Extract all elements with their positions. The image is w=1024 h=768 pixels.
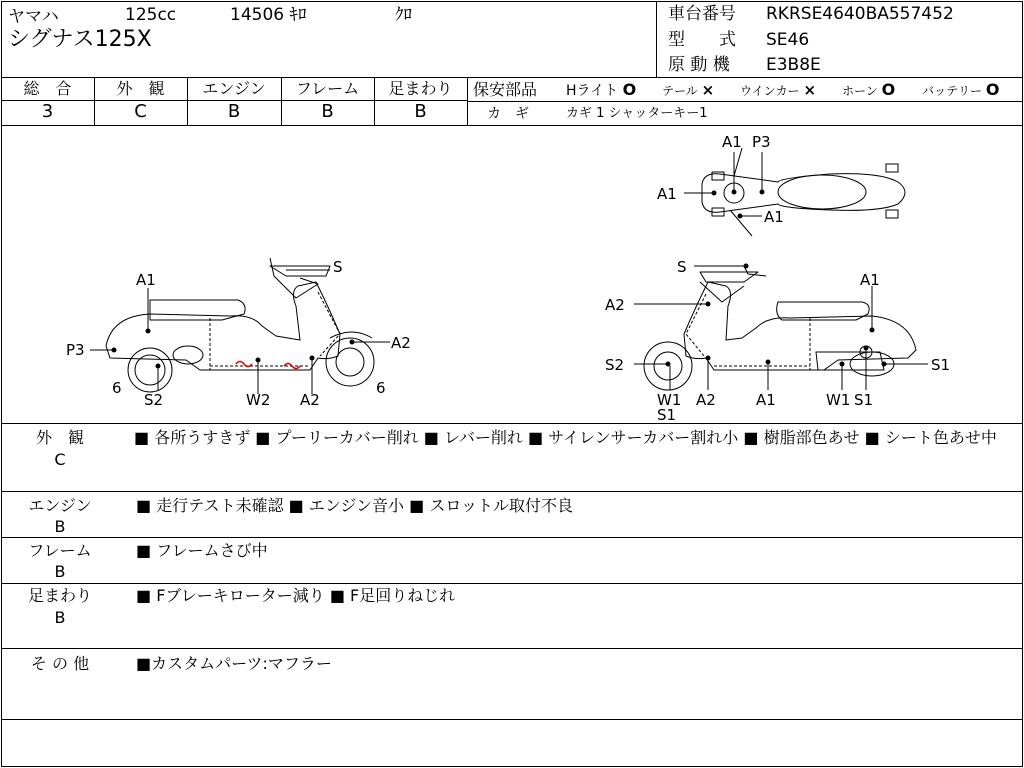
- safety-tail-mark: ×: [701, 81, 715, 99]
- key-value: カギ 1 シャッターキー1: [566, 106, 708, 121]
- section-exterior-grade: C: [54, 450, 66, 469]
- section-exterior-label: 外 観: [35, 428, 84, 447]
- safety-winker-mark: ×: [803, 81, 817, 99]
- diagram-label: 6: [112, 379, 122, 397]
- grade-value-engine: B: [227, 101, 241, 122]
- diagram-label: W1: [826, 391, 851, 409]
- engine-label: 原 動 機: [668, 55, 730, 75]
- diagram-label: A1: [657, 185, 677, 203]
- grade-header-overall: 総 合: [23, 79, 72, 98]
- maker: ヤマハ: [8, 7, 59, 27]
- section-suspension-grade: B: [54, 608, 66, 627]
- section-suspension-label: 足まわり: [27, 586, 92, 605]
- type-label: 型 式: [668, 30, 736, 50]
- displacement: 125cc: [125, 5, 177, 25]
- section-exterior-text: ■ 各所うすきず ■ プーリーカバー削れ ■ レバー削れ ■ サイレンサーカバー割れ小 ■ 樹脂部色あせ ■ シート色あせ中: [134, 428, 997, 447]
- safety-horn: [842, 80, 895, 101]
- diagram-label: S: [677, 258, 687, 276]
- diagram-label: A2: [605, 296, 625, 314]
- model-name: シグナス125X: [8, 27, 152, 52]
- diagram-label: S2: [605, 356, 625, 374]
- diagram-label: W1: [657, 391, 682, 409]
- safety-horn-name: ホーン: [842, 84, 878, 98]
- diagram-label: A2: [300, 391, 320, 409]
- diagram-label: S2: [144, 391, 164, 409]
- safety-tail-name: テール: [662, 84, 698, 98]
- diagram-label: A1: [764, 208, 784, 226]
- safety-label: 保安部品: [473, 80, 538, 99]
- frame-no-label: 車台番号: [668, 4, 736, 24]
- safety-headlight-name: Hライト: [566, 83, 619, 99]
- diagram-label: 6: [376, 379, 386, 397]
- key-label: カ ギ: [487, 106, 529, 122]
- scooter-diagram: [0, 126, 1024, 422]
- grid-line: [1, 648, 1022, 649]
- section-frame-text: ■ フレームさび中: [136, 541, 268, 560]
- section-engine-text: ■ 走行テスト未確認 ■ エンジン音小 ■ スロットル取付不良: [136, 496, 574, 515]
- diagram-label: A1: [722, 133, 742, 151]
- safety-headlight-mark: O: [622, 80, 637, 99]
- grid-line: [1, 77, 1022, 78]
- safety-battery-mark: O: [985, 80, 1000, 99]
- safety-battery-name: バッテリー: [922, 84, 983, 98]
- section-engine-grade: B: [54, 517, 66, 536]
- safety-horn-mark: O: [881, 80, 896, 99]
- section-other-label: そ の 他: [30, 654, 90, 673]
- grade-header-engine: エンジン: [202, 79, 266, 98]
- grid-line: [1, 583, 1022, 584]
- diagram-label: A2: [391, 334, 411, 352]
- scratch-mark: [236, 362, 252, 367]
- safety-headlight: [566, 80, 636, 101]
- diagram-label: S1: [854, 391, 874, 409]
- engine-value: E3B8E: [766, 55, 821, 75]
- diagram-label: A2: [696, 391, 716, 409]
- frame-no: RKRSE4640BA557452: [766, 4, 954, 24]
- header-divider: [656, 1, 657, 77]
- safety-battery: [922, 80, 999, 101]
- grid-line: [1, 537, 1022, 538]
- section-engine-label: エンジン: [28, 496, 92, 515]
- diagram-label: A1: [136, 271, 156, 289]
- grade-header-frame: フレーム: [295, 79, 360, 98]
- grid-line: [1, 719, 1022, 720]
- grade-value-suspension: B: [414, 101, 427, 122]
- diagram-label: S: [333, 258, 343, 276]
- diagram-label: S1: [657, 406, 677, 422]
- grid-line: [467, 101, 1022, 102]
- section-suspension-text: ■ Fブレーキローター減り ■ F足回りねじれ: [136, 586, 456, 605]
- mileage: 14506 ｷﾛ: [230, 5, 307, 25]
- grade-header-suspension: 足まわり: [388, 79, 453, 98]
- section-frame-grade: B: [54, 562, 66, 581]
- diagram-label: P3: [752, 133, 771, 151]
- diagram-label: A1: [860, 271, 880, 289]
- safety-winker: [740, 80, 816, 101]
- grade-header-exterior: 外 観: [116, 79, 165, 98]
- safety-tail: [662, 80, 714, 101]
- safety-winker-name: ウインカー: [740, 84, 800, 98]
- grade-value-overall: 3: [41, 101, 54, 122]
- section-other-text: ■カスタムパーツ:マフラー: [136, 654, 332, 673]
- diagram-label: P3: [66, 341, 85, 359]
- diagram-label: A1: [756, 391, 776, 409]
- grade-value-frame: B: [321, 101, 334, 122]
- section-frame-label: フレーム: [28, 541, 92, 560]
- diagram-label: S1: [931, 356, 951, 374]
- grid-line: [1, 423, 1022, 424]
- type-value: SE46: [766, 30, 810, 50]
- color: ｸﾛ: [395, 5, 412, 25]
- grid-line: [1, 491, 1022, 492]
- diagram-label: W2: [246, 391, 271, 409]
- grade-value-exterior: C: [134, 101, 147, 122]
- grid-line: [467, 77, 468, 125]
